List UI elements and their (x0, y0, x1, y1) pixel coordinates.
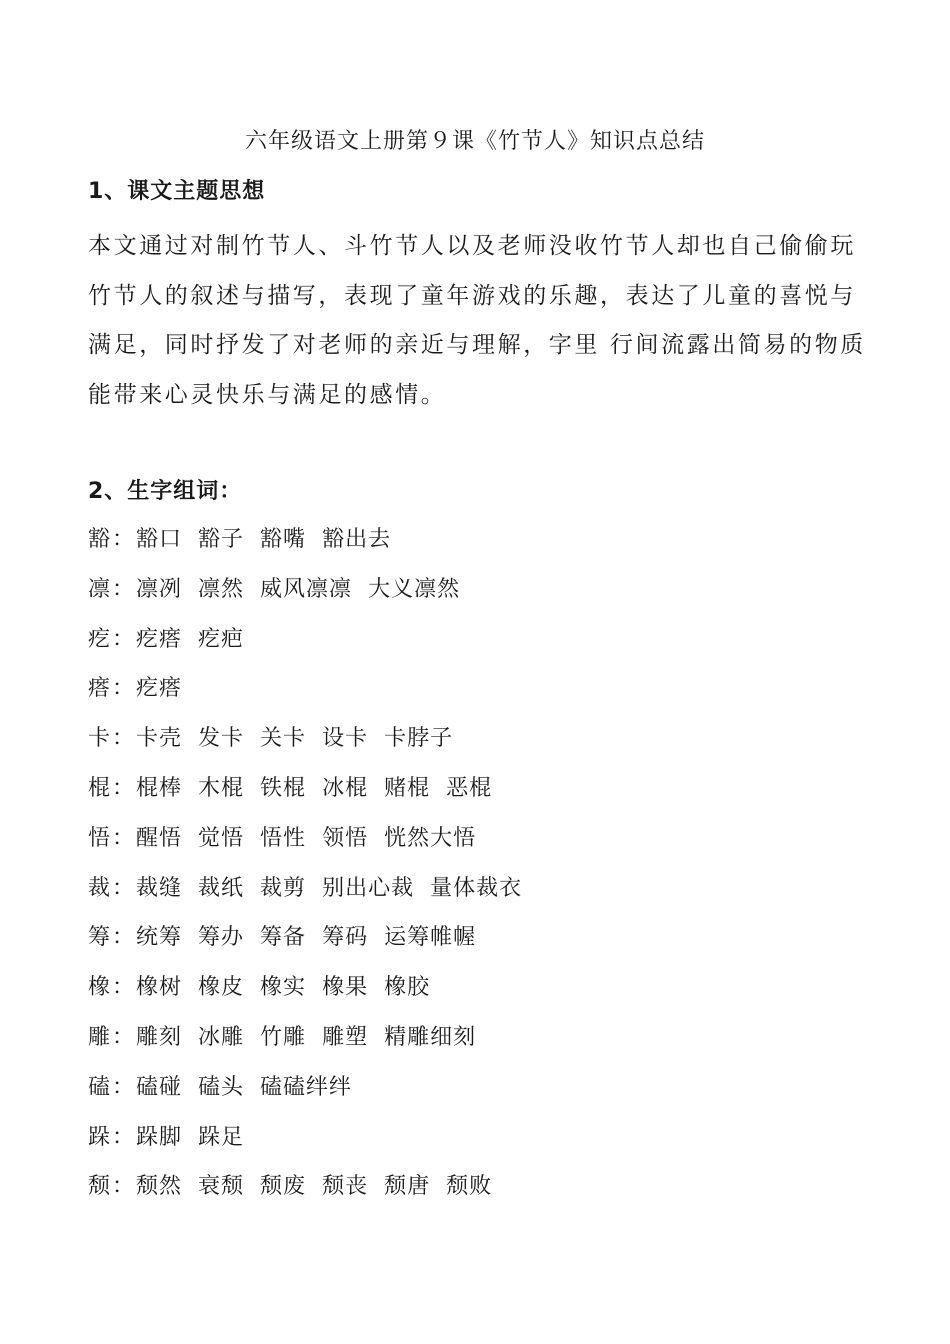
vocabulary-character: 雕 (88, 1024, 111, 1050)
document-title: 六年级语文上册第９课《竹节人》知识点总结 (244, 129, 705, 154)
vocabulary-character: 棍 (88, 775, 111, 801)
vocabulary-word: 橡树 (136, 975, 183, 1001)
vocabulary-colon: ： (112, 975, 135, 1001)
vocabulary-word: 豁出去 (322, 527, 392, 552)
vocabulary-word: 裁剪 (260, 875, 307, 901)
vocabulary-character: 颓 (88, 1174, 111, 1200)
vocabulary-word: 磕头 (198, 1074, 245, 1100)
vocabulary-word: 橡胶 (384, 975, 431, 1001)
vocabulary-character: 裁 (88, 875, 111, 901)
vocabulary-row (88, 869, 868, 919)
paragraph-line: 满足，同时抒发了对老师的亲近与理解，字里 行间流露出简易的物质 (88, 332, 866, 358)
vocabulary-character: 悟 (88, 825, 111, 851)
paragraph-line: 本文通过对制竹节人、斗竹节人以及老师没收竹节人却也自己偷偷玩 (88, 233, 856, 259)
vocabulary-word: 大义凛然 (368, 576, 461, 602)
vocabulary-word: 疙瘩 (136, 626, 183, 652)
vocabulary-character: 瘩 (88, 676, 111, 702)
vocabulary-word: 颓然 (136, 1174, 183, 1200)
vocabulary-word: 凛冽 (136, 576, 183, 602)
vocabulary-row (88, 1018, 868, 1068)
vocabulary-word: 颓丧 (322, 1174, 369, 1200)
vocabulary-word: 裁缝 (136, 875, 183, 901)
vocabulary-word: 发卡 (198, 726, 245, 752)
vocabulary-word: 橡果 (322, 975, 369, 1001)
vocabulary-word: 木棍 (198, 775, 245, 801)
paragraph-line: 竹节人的叙述与描写，表现了童年游戏的乐趣，表达了儿童的喜悦与 (88, 282, 856, 309)
vocabulary-word: 疙瘩 (136, 676, 183, 702)
vocabulary-word: 筹办 (198, 925, 245, 951)
vocabulary-row (88, 719, 868, 769)
vocabulary-character: 筹 (88, 925, 111, 951)
vocabulary-word: 铁棍 (260, 775, 307, 801)
vocabulary-word: 磕磕绊绊 (260, 1074, 353, 1100)
vocabulary-word: 觉悟 (198, 825, 245, 851)
vocabulary-colon: ： (112, 775, 135, 801)
vocabulary-word: 裁纸 (198, 875, 245, 901)
vocabulary-row (88, 669, 868, 719)
vocabulary-colon: ： (112, 626, 135, 652)
vocabulary-word: 雕塑 (322, 1024, 369, 1050)
vocabulary-row (88, 520, 868, 570)
vocabulary-row (88, 1167, 868, 1217)
vocabulary-row (88, 570, 868, 620)
vocabulary-colon: ： (112, 676, 135, 702)
vocabulary-word: 悟性 (260, 825, 307, 851)
vocabulary-word: 颓唐 (384, 1174, 431, 1200)
vocabulary-row (88, 1118, 868, 1168)
vocabulary-word: 橡实 (260, 975, 307, 1001)
vocabulary-word: 关卡 (260, 726, 307, 752)
vocabulary-character: 磕 (88, 1074, 111, 1100)
vocabulary-colon: ： (112, 576, 135, 602)
vocabulary-word: 筹备 (260, 925, 307, 951)
vocabulary-word: 跺脚 (136, 1124, 183, 1150)
vocabulary-word: 恍然大悟 (384, 825, 477, 851)
vocabulary-word: 运筹帷幄 (384, 925, 477, 951)
vocabulary-word: 赌棍 (384, 775, 431, 801)
vocabulary-word: 卡脖子 (384, 726, 454, 752)
vocabulary-word: 恶棍 (446, 775, 493, 801)
vocabulary-word: 醒悟 (136, 825, 183, 851)
vocabulary-word: 统筹 (136, 925, 183, 951)
vocabulary-colon: ： (112, 1174, 135, 1200)
vocabulary-word: 豁口 (136, 527, 183, 552)
vocabulary-word: 别出心裁 (322, 875, 415, 901)
vocabulary-word: 雕刻 (136, 1024, 183, 1050)
vocabulary-list (88, 520, 868, 1217)
vocabulary-word: 筹码 (322, 925, 369, 951)
vocabulary-word: 冰雕 (198, 1024, 245, 1050)
vocabulary-word: 衰颓 (198, 1174, 245, 1200)
vocabulary-word: 卡壳 (136, 726, 183, 752)
vocabulary-word: 凛然 (198, 576, 245, 602)
vocabulary-row (88, 968, 868, 1018)
vocabulary-word: 冰棍 (322, 775, 369, 801)
vocabulary-word: 精雕细刻 (384, 1024, 477, 1050)
vocabulary-colon: ： (112, 1074, 135, 1100)
vocabulary-word: 量体裁衣 (430, 875, 523, 901)
vocabulary-colon: ： (112, 825, 135, 851)
section-heading-theme: 1、课文主题思想 (88, 179, 266, 204)
vocabulary-character: 疙 (88, 626, 111, 652)
vocabulary-row (88, 620, 868, 670)
vocabulary-colon: ： (112, 726, 135, 752)
vocabulary-word: 疙疤 (198, 626, 245, 652)
vocabulary-row (88, 1068, 868, 1118)
vocabulary-row (88, 819, 868, 869)
vocabulary-character: 跺 (88, 1124, 111, 1150)
vocabulary-word: 棍棒 (136, 775, 183, 801)
vocabulary-word: 豁嘴 (260, 527, 307, 552)
theme-paragraph (88, 222, 868, 420)
vocabulary-character: 卡 (88, 726, 111, 752)
vocabulary-character: 凛 (88, 576, 111, 602)
vocabulary-word: 磕碰 (136, 1074, 183, 1100)
paragraph-line: 能带来心灵快乐与满足的感情。 (88, 381, 447, 408)
vocabulary-character: 橡 (88, 975, 111, 1001)
vocabulary-word: 豁子 (198, 527, 245, 552)
vocabulary-word: 领悟 (322, 825, 369, 851)
vocabulary-colon: ： (112, 875, 135, 901)
vocabulary-character: 豁 (88, 527, 111, 552)
vocabulary-word: 竹雕 (260, 1024, 307, 1050)
vocabulary-colon: ： (112, 527, 135, 552)
vocabulary-word: 颓败 (446, 1174, 493, 1200)
vocabulary-word: 颓废 (260, 1174, 307, 1200)
vocabulary-colon: ： (112, 1124, 135, 1150)
section-heading-vocabulary: 2、生字组词： (88, 479, 243, 504)
vocabulary-row (88, 769, 868, 819)
vocabulary-word: 跺足 (198, 1124, 245, 1150)
vocabulary-colon: ： (112, 925, 135, 951)
vocabulary-row (88, 918, 868, 968)
vocabulary-word: 威风凛凛 (260, 576, 353, 602)
vocabulary-word: 橡皮 (198, 975, 245, 1001)
vocabulary-word: 设卡 (322, 726, 369, 752)
vocabulary-colon: ： (112, 1024, 135, 1050)
